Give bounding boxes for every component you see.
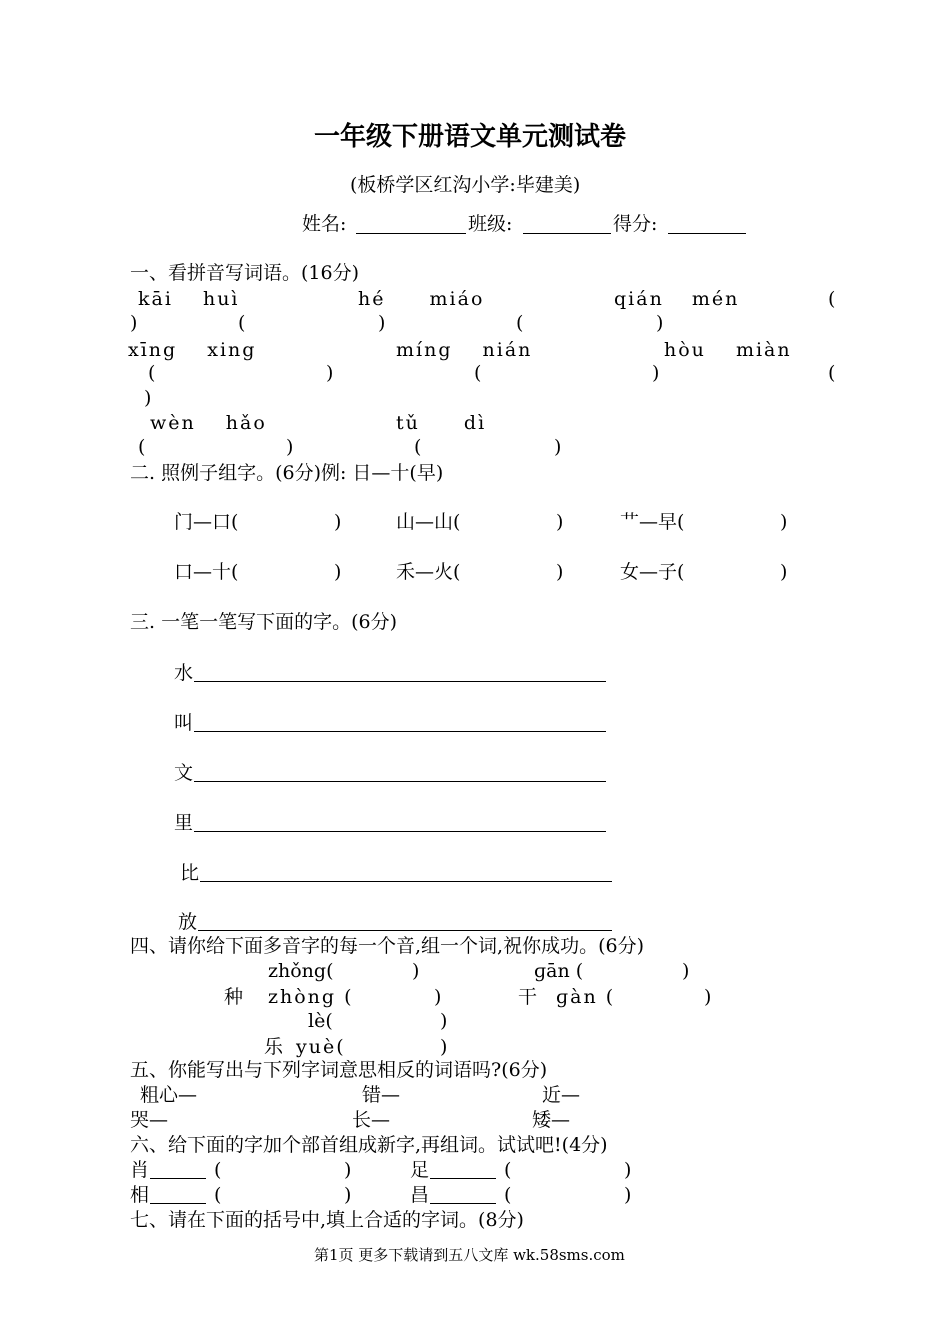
score-blank[interactable] [668,233,746,234]
pinyin-tu-di: tǔ dì [396,412,487,434]
paren-close: ) [656,312,664,334]
radical-blank[interactable] [150,1178,206,1179]
paren-open: ( [138,436,146,458]
paren-open: ( [504,1159,512,1181]
score-label: 得分: [613,213,658,235]
pinyin-he-miao: hé miáo [358,288,485,310]
stroke-char: 放 [178,911,198,933]
section6-heading: 六、给下面的字加个部首组成新字,再组词。试试吧!(4分) [130,1134,608,1156]
polyphone-char-le: 乐 [264,1036,284,1058]
paren-open: ( [504,1184,512,1206]
pinyin-kai-hui: kāi huì [138,288,240,310]
antonym-item: 错— [362,1084,401,1106]
paren-open: ( [828,362,836,384]
section5-heading: 五、你能写出与下列字词意思相反的词语吗?(6分) [130,1059,548,1081]
paren-close: ) [682,960,690,982]
radical-char: 昌 [410,1184,430,1206]
compose-item: 女—子( [620,561,685,583]
antonym-item: 哭— [130,1109,169,1131]
paren-open: ( [414,436,422,458]
paren-open: ( [238,312,246,334]
antonym-item: 矮— [532,1109,571,1131]
paren-close: ) [704,986,712,1008]
class-label: 班级: [468,213,513,235]
compose-item: 山—山( [396,511,461,533]
paren-close: ) [378,312,386,334]
pinyin-hou-mian: hòu miàn [664,339,792,361]
section3-heading: 三. 一笔一笔写下面的字。(6分) [130,611,397,633]
compose-item: 门—口( [174,511,239,533]
stroke-char: 文 [174,762,194,784]
compose-item: 口—十( [174,561,239,583]
paren-open: ( [148,362,156,384]
paren-close: ) [440,1036,448,1058]
polyphone-yue: yuè( [296,1036,346,1058]
writing-line[interactable] [200,881,612,882]
compose-item: 艹—早( [620,511,685,533]
compose-close: ) [334,511,342,533]
compose-close: ) [556,511,564,533]
page-title: 一年级下册语文单元测试卷 [314,122,627,152]
paren-open: ( [214,1159,222,1181]
paren-open: ( [474,362,482,384]
polyphone-zhong4: zhòng ( [268,986,354,1008]
paren-close: ) [412,960,420,982]
radical-blank[interactable] [430,1203,496,1204]
polyphone-le: lè( [308,1010,333,1032]
pinyin-qian-men: qián mén [614,288,740,310]
stroke-char: 里 [174,812,194,834]
radical-char: 相 [130,1184,150,1206]
compose-close: ) [780,561,788,583]
polyphone-zhong3: zhǒng( [268,960,334,982]
paren-open: ( [214,1184,222,1206]
paren-close: ) [326,362,334,384]
paren-open: ( [516,312,524,334]
pinyin-xing-xing: xīng xing [128,339,257,361]
polyphone-gan4: ɡàn ( [556,986,616,1008]
antonym-item: 近— [542,1084,581,1106]
paren-open: ( [828,288,836,310]
page-subtitle: (板桥学区红沟小学:毕建美) [350,174,581,196]
name-label: 姓名: [302,213,347,235]
paren-close: ) [624,1184,632,1206]
writing-line[interactable] [194,731,606,732]
section2-heading: 二. 照例子组字。(6分)例: 日—十(早) [130,462,444,484]
compose-close: ) [334,561,342,583]
paren-close: ) [652,362,660,384]
stroke-char: 水 [174,662,194,684]
paren-close: ) [554,436,562,458]
polyphone-char-zhong: 种 [224,986,244,1008]
paren-close: ) [130,312,138,334]
compose-close: ) [780,511,788,533]
class-blank[interactable] [523,233,611,234]
paren-close: ) [286,436,294,458]
page-footer: 第1页 更多下载请到五八文库 wk.58sms.com [314,1246,625,1264]
paren-close: ) [434,986,442,1008]
paren-close: ) [344,1159,352,1181]
paren-close: ) [440,1010,448,1032]
compose-close: ) [556,561,564,583]
radical-blank[interactable] [430,1178,496,1179]
paren-close: ) [624,1159,632,1181]
antonym-item: 长— [352,1109,391,1131]
writing-line[interactable] [194,681,606,682]
stroke-char: 比 [180,862,200,884]
writing-line[interactable] [194,781,606,782]
writing-line[interactable] [194,831,606,832]
writing-line[interactable] [198,930,612,931]
compose-item: 禾—火( [396,561,461,583]
antonym-item: 粗心— [140,1084,198,1106]
stroke-char: 叫 [174,712,194,734]
section1-heading: 一、看拼音写词语。(16分) [130,262,360,284]
pinyin-wen-hao: wèn hǎo [150,412,267,434]
section7-heading: 七、请在下面的括号中,填上合适的字词。(8分) [130,1209,524,1231]
radical-char: 肖 [130,1159,150,1181]
polyphone-char-gan: 干 [518,986,538,1008]
paren-close: ) [144,387,152,409]
paren-close: ) [344,1184,352,1206]
polyphone-gan1: ɡān ( [534,960,584,982]
radical-char: 足 [410,1159,430,1181]
radical-blank[interactable] [150,1203,206,1204]
name-blank[interactable] [356,233,466,234]
pinyin-ming-nian: míng nián [396,339,533,361]
section4-heading: 四、请你给下面多音字的每一个音,组一个词,祝你成功。(6分) [130,935,644,957]
